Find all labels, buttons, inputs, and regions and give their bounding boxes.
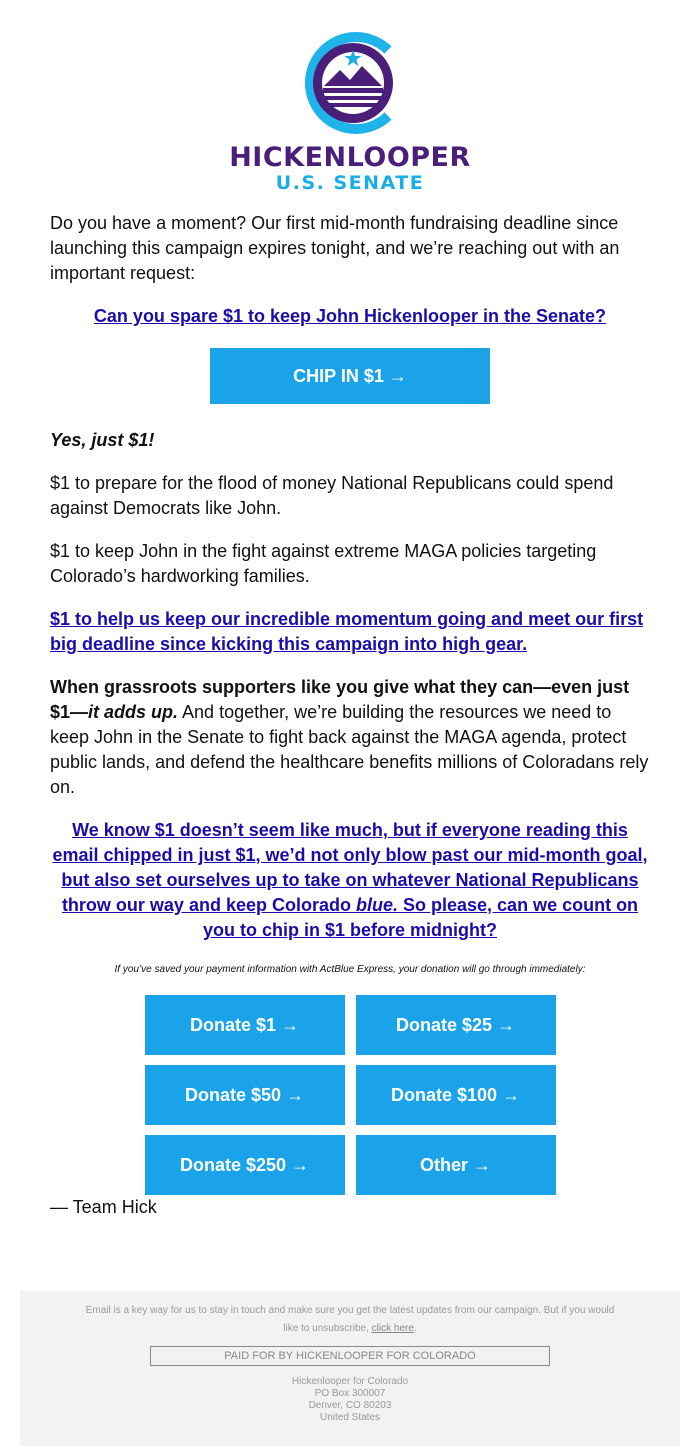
address-line: PO Box 300007 (314, 1388, 386, 1399)
yes-line (50, 428, 650, 453)
donate-250-button[interactable]: Donate $250 → (145, 1135, 345, 1195)
para-flood: $1 to prepare for the flood of money National Republicans could spend against Democrats like John. (50, 473, 614, 518)
email-body (50, 211, 650, 1238)
closing-ask-link[interactable] (52, 820, 647, 940)
unsubscribe-link[interactable]: click here (371, 1323, 414, 1334)
closing-italic: blue. (355, 895, 398, 915)
chip-in-button[interactable]: CHIP IN $1 → (210, 348, 490, 404)
ask-link[interactable]: Can you spare $1 to keep John Hickenlooper in the Senate? (93, 306, 607, 326)
donate-50-button[interactable]: Donate $50 → (145, 1065, 345, 1125)
mailing-address (20, 1376, 680, 1424)
donate-100-button[interactable]: Donate $100 → (356, 1065, 556, 1125)
address-line: Denver, CO 80203 (308, 1400, 392, 1411)
para-maga: $1 to keep John in the fight against extreme MAGA policies targeting Colorado’s hardworking families. (50, 541, 597, 586)
actblue-express-note: If you’ve saved your payment information with ActBlue Express, your donation will go through immediately: (114, 964, 586, 975)
momentum-link[interactable]: $1 to help us keep our incredible momentum going and meet our first big deadline since kicking this campaign into high gear. (50, 609, 644, 654)
signoff: — Team Hick (50, 1197, 157, 1217)
donate-button-grid (145, 995, 556, 1195)
paid-for-disclaimer: PAID FOR BY HICKENLOOPER FOR COLORADO (150, 1346, 550, 1366)
unsubscribe-text (80, 1302, 620, 1338)
grassroots-rest: And together, we’re building the resources we need to keep John in the Senate to fight back against the MAGA agenda, protect public lands, and defend the healthcare benefits millions of Coloradans rely on. (50, 702, 649, 797)
donate-1-button[interactable]: Donate $1 → (145, 995, 345, 1055)
donate-other-button[interactable]: Other → (356, 1135, 556, 1195)
logo-name: HICKENLOOPER (229, 142, 471, 173)
grassroots-bold-italic: it adds up. (88, 702, 179, 722)
donate-25-button[interactable]: Donate $25 → (356, 995, 556, 1055)
address-line: Hickenlooper for Colorado (291, 1376, 409, 1387)
yes-line-text: Yes, just $1! (50, 430, 155, 450)
unsub-text: Email is a key way for us to stay in touch and make sure you get the latest updates from our campaign. But if you would like to unsubscribe, (85, 1305, 615, 1334)
email-footer (20, 1291, 680, 1446)
logo-emblem-icon (300, 28, 400, 138)
intro-paragraph: Do you have a moment? Our first mid-month fundraising deadline since launching this campaign expires tonight, and we’re reaching out with an important request: (50, 213, 620, 283)
address-line: United States (319, 1412, 381, 1423)
closing-part2: So please, can we count on you to chip in $1 before midnight? (202, 895, 639, 940)
unsub-end: . (413, 1323, 417, 1334)
closing-part1: We know $1 doesn’t seem like much, but if everyone reading this email chipped in just $1, we’d not only blow past our mid-month goal, but also set ourselves up to take on whatever National Republicans throw our way and keep Colorado (52, 820, 648, 915)
grassroots-bold: When grassroots supporters like you give what they can—even just $1— (50, 677, 630, 722)
logo-subtitle: U.S. SENATE (275, 172, 425, 194)
campaign-logo (0, 28, 700, 194)
grassroots-paragraph (50, 675, 650, 800)
